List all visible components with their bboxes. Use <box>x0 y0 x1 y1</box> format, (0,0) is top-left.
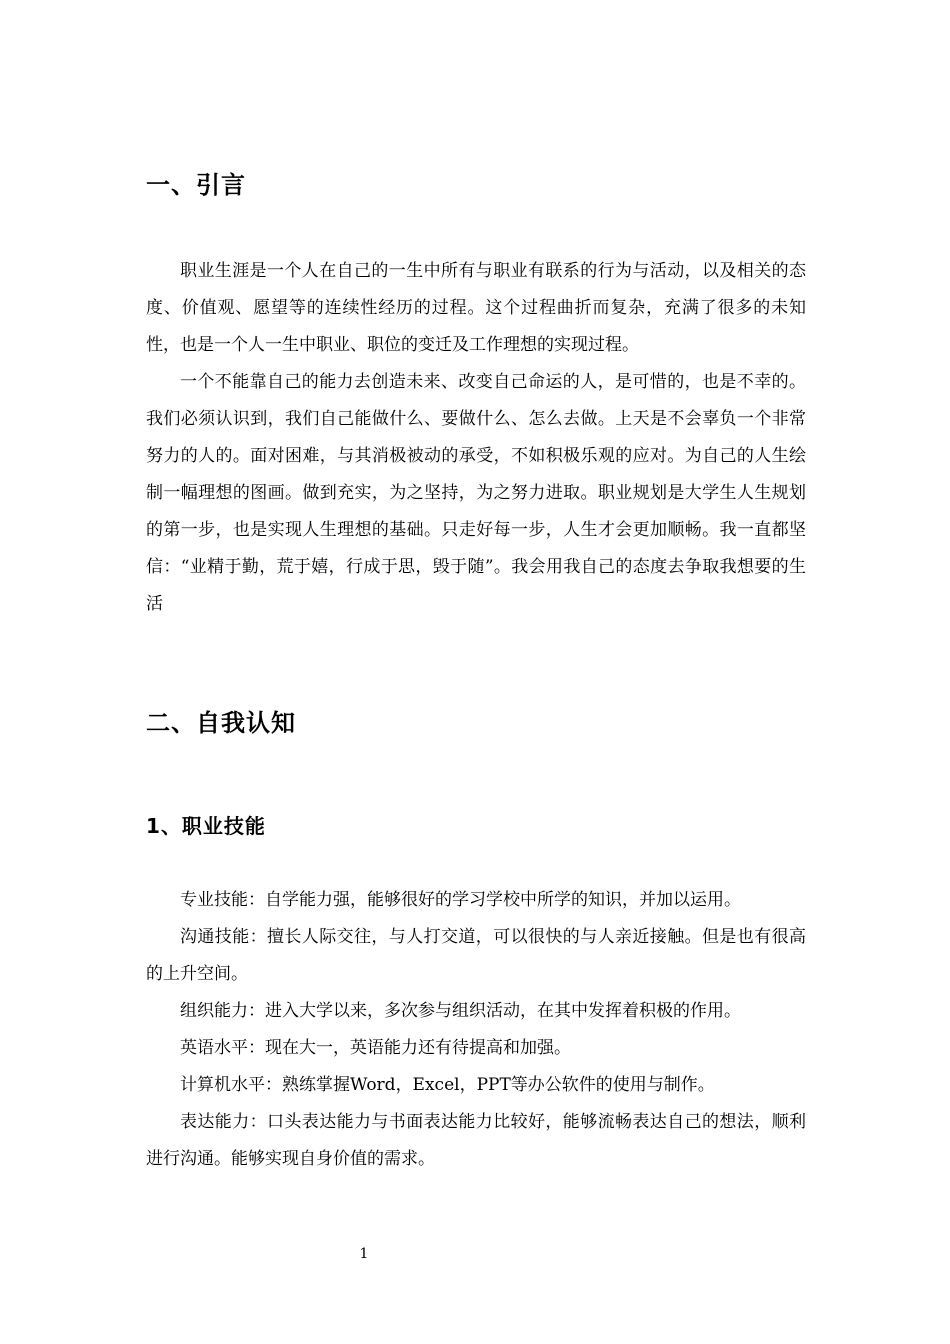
skill-paragraph-english: 英语水平：现在大一，英语能力还有待提高和加强。 <box>180 1038 571 1058</box>
intro-paragraph-1: 职业生涯是一个人在自己的一生中所有与职业有联系的行为与活动，以及相关的态度、价值观、愿望等的连续性经历的过程。这个过程曲折而复杂，充满了很多的未知性，也是一个人一生中职业、职位的变迁及工作理想的实现过程。 <box>146 261 806 355</box>
section-title-self-awareness: 二、自我认知 <box>146 709 296 737</box>
section-title-intro: 一、引言 <box>146 171 246 199</box>
skill-paragraph-organization: 组织能力：进入大学以来，多次参与组织活动，在其中发挥着积极的作用。 <box>180 1001 741 1021</box>
skill-paragraph-communication: 沟通技能：擅长人际交往，与人打交道，可以很快的与人亲近接触。但是也有很高的上升空间。 <box>146 927 806 984</box>
intro-paragraph-2: 一个不能靠自己的能力去创造未来、改变自己命运的人，是可惜的，也是不幸的。我们必须认识到，我们自己能做什么、要做什么、怎么去做。上天是不会辜负一个非常努力的人的。面对困难，与其消极被动的承受，不如积极乐观的应对。为自己的人生绘制一幅理想的图画。做到充实，为之坚持，为之努力进取。职业规划是大学生人生规划的第一步，也是实现人生理想的基础。只走好每一步，人生才会更加顺畅。我一直都坚信：“业精于勤，荒于嬉，行成于思，毁于随”。我会用我自己的态度去争取我想要的生活 <box>146 372 806 614</box>
skill-paragraph-professional: 专业技能：自学能力强，能够很好的学习学校中所学的知识，并加以运用。 <box>180 890 741 910</box>
page-number: 1 <box>359 1246 369 1262</box>
intro-body <box>146 253 806 623</box>
subsection-title-skills: 1、职业技能 <box>146 814 266 838</box>
skills-body <box>146 882 806 1178</box>
skill-paragraph-expression: 表达能力：口头表达能力与书面表达能力比较好，能够流畅表达自己的想法，顺利进行沟通。能够实现自身价值的需求。 <box>146 1112 806 1169</box>
skill-paragraph-computer: 计算机水平：熟练掌握Word，Excel，PPT等办公软件的使用与制作。 <box>180 1075 715 1095</box>
